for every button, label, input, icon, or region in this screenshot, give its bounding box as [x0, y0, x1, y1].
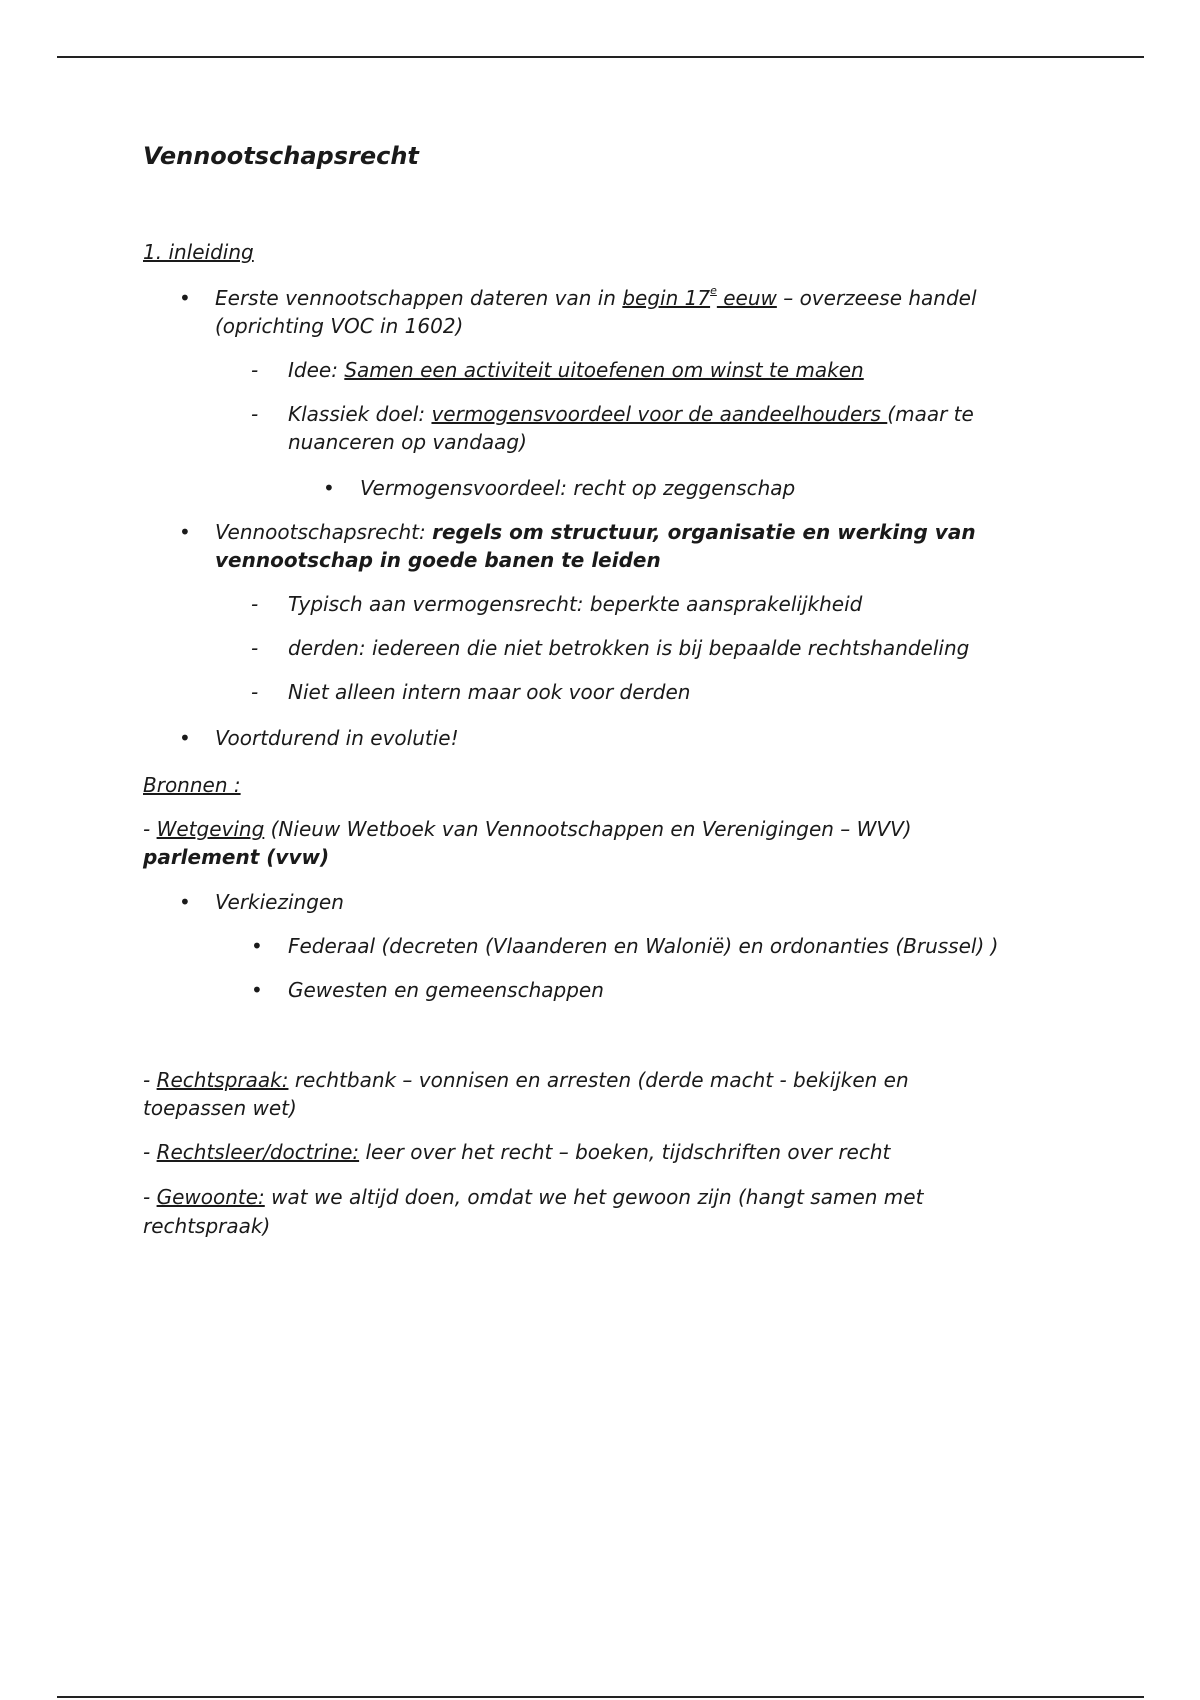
bullet-icon: • — [179, 286, 191, 310]
source-rechtspraak: - Rechtspraak: rechtbank – vonnisen en arresten (derde macht - bekijken en — [143, 1068, 909, 1092]
bullet-1: Eerste vennootschappen dateren van in begin 17e eeuw – overzeese handel — [215, 284, 977, 310]
source-gewoonte-line2: rechtspraak) — [143, 1214, 271, 1238]
sub-item-intern: Niet alleen intern maar ook voor derden — [288, 680, 691, 704]
bullet-icon: • — [179, 890, 191, 914]
bullet-3: Voortdurend in evolutie! — [215, 726, 459, 750]
bullet-icon: • — [251, 978, 263, 1002]
sub-item-klassiek: Klassiek doel: vermogensvoordeel voor de aandeelhouders (maar te — [288, 402, 974, 426]
header-rule — [57, 56, 1144, 58]
sub-sub-item-vermogensvoordeel: Vermogensvoordeel: recht op zeggenschap — [360, 476, 796, 500]
bullet-1-line2: (oprichting VOC in 1602) — [215, 314, 464, 338]
source-rechtsleer: - Rechtsleer/doctrine: leer over het recht – boeken, tijdschriften over recht — [143, 1140, 891, 1164]
bullet-icon: • — [179, 726, 191, 750]
sources-heading: Bronnen : — [143, 773, 241, 797]
source-rechtspraak-line2: toepassen wet) — [143, 1096, 297, 1120]
bullet-2: Vennootschapsrecht: regels om structuur, organisatie en werking van — [215, 520, 976, 544]
section-heading: 1. inleiding — [143, 240, 254, 264]
bullet-icon: • — [323, 476, 335, 500]
dash-icon: - — [251, 636, 259, 660]
bullet-2-line2: vennootschap in goede banen te leiden — [215, 548, 661, 572]
dash-icon: - — [251, 402, 259, 426]
bullet-icon: • — [179, 520, 191, 544]
sub-item-typisch: Typisch aan vermogensrecht: beperkte aansprakelijkheid — [288, 592, 863, 616]
dash-icon: - — [251, 592, 259, 616]
footer-rule — [57, 1696, 1144, 1698]
bullet-gewesten: Gewesten en gemeenschappen — [288, 978, 604, 1002]
page-title: Vennootschapsrecht — [143, 142, 419, 170]
sub-item-derden: derden: iedereen die niet betrokken is bij bepaalde rechtshandeling — [288, 636, 970, 660]
source-gewoonte: - Gewoonte: wat we altijd doen, omdat we het gewoon zijn (hangt samen met — [143, 1185, 924, 1209]
dash-icon: - — [251, 680, 259, 704]
bullet-federaal: Federaal (decreten (Vlaanderen en Walonië) en ordonanties (Brussel) ) — [288, 934, 999, 958]
source-wetgeving-parlement: parlement (vvw) — [143, 845, 330, 869]
source-wetgeving: - Wetgeving (Nieuw Wetboek van Vennootschappen en Verenigingen – WVV) — [143, 817, 912, 841]
dash-icon: - — [251, 358, 259, 382]
sub-item-klassiek-line2: nuanceren op vandaag) — [288, 430, 527, 454]
bullet-icon: • — [251, 934, 263, 958]
bullet-verkiezingen: Verkiezingen — [215, 890, 344, 914]
sub-item-idee: Idee: Samen een activiteit uitoefenen om winst te maken — [288, 358, 864, 382]
